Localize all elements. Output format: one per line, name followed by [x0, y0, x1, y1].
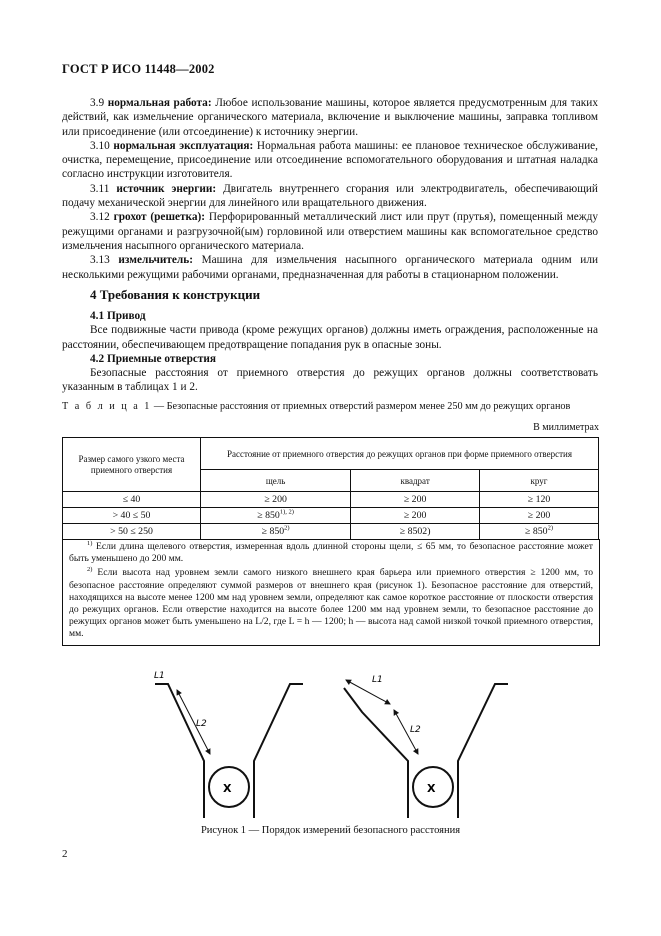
table-cell: ≥ $850^{2)}$ [201, 524, 351, 540]
table-1-units: В миллиметрах [533, 422, 599, 433]
cutter-label-left: X [223, 782, 232, 795]
document-header: ГОСТ Р ИСО 11448—2002 [62, 62, 215, 76]
label-l2-left: L2 [196, 719, 207, 729]
table-row [63, 508, 599, 524]
section-4-body [62, 309, 598, 395]
subsection-4-1-title: 4.1 Привод [90, 310, 146, 322]
table-cell: > 40 ≤ 50 [63, 508, 201, 524]
subsection-4-2-title: 4.2 Приемные отверстия [90, 352, 217, 365]
page-number: 2 [62, 848, 68, 860]
table-cell: ≥ 200 [351, 508, 480, 524]
label-l2-right: L2 [410, 725, 421, 735]
footnote-1: $^{1)}$ Если длина щелевого отверстия, измеренная вдоль длинной стороны щели, ≤ 65 мм, то безопасное расстояние может быть уменьшено до 200 мм. [69, 539, 593, 565]
figure-1-diagram [140, 668, 520, 818]
table-cell: > 50 ≤ 250 [63, 524, 201, 540]
table-header-circle: круг [480, 470, 599, 492]
table-header-size: Размер самого узкого места приемного отверстия [63, 438, 201, 492]
table-cell: ≥ 200 [351, 492, 480, 508]
definition-3-13: 3.13 измельчитель: Машина для измельчения насыпного органического материала одним или несколькими режущими рабочими органами, предназначенная для работы в стационарном положении. [62, 254, 599, 281]
table-cell: ≥ 8502) [351, 524, 480, 540]
subsection-4-2-text: Безопасные расстояния от приемного отверстия до режущих органов должны соответствовать указанным в таблицах 1 и 2. [62, 367, 598, 394]
figure-1-caption: Рисунок 1 — Порядок измерений безопасного расстояния [200, 825, 461, 836]
table-1-footnotes [62, 539, 600, 646]
label-l1-left: L1 [154, 671, 165, 681]
definition-3-9: 3.9 нормальная работа: Любое использование машины, которое является предусмотренным для таких действий, как измельчение органического материала, включение и выключение машины, заправка топливом или присоединение (или отсоединение) к источнику энергии. [62, 97, 598, 138]
table-header-square: квадрат [351, 470, 480, 492]
subsection-4-1-text: Все подвижные части привода (кроме режущих органов) должны иметь ограждения, расположенные на расстоянии, обеспечивающем предотвращение попадания рук в опасные зоны. [62, 324, 598, 351]
hopper-right [344, 684, 508, 818]
table-row [63, 492, 599, 508]
hopper-left [155, 684, 303, 818]
definitions-list [62, 96, 598, 282]
table-cell: ≥ $850^{2)}$ [480, 524, 599, 540]
table-cell: ≥ 120 [480, 492, 599, 508]
definition-3-12: 3.12 грохот (решетка): Перфорированный металлический лист или прут (прутья), помещенный между режущими органами и разгрузочной(ым) горловиной или отверстием машины как вспомогательное средство измельчения насыпного органического материала. [62, 211, 598, 252]
section-4-title: 4 Требования к конструкции [90, 287, 261, 302]
table-header-slot: щель [201, 470, 351, 492]
cutter-label-right: X [427, 782, 436, 795]
table-cell: ≤ 40 [63, 492, 201, 508]
table-cell: ≥ $850^{1), 2)}$ [201, 508, 351, 524]
table-cell: ≥ 200 [480, 508, 599, 524]
table-row [63, 524, 599, 540]
table-1-caption: Т а б л и ц а 1 — Безопасные расстояния от приемных отверстий размером менее 250 мм до режущих органов [62, 401, 571, 412]
table-cell: ≥ 200 [201, 492, 351, 508]
definition-3-11: 3.11 источник энергии: Двигатель внутреннего сгорания или электродвигатель, обеспечивающий подачу механической энергии для линейного или вращательного движения. [62, 182, 598, 210]
table-header-group: Расстояние от приемного отверстия до режущих органов при форме приемного отверстия [201, 438, 599, 470]
footnote-2: $^{2)}$ Если высота над уровнем земли самого низкого внешнего края барьера или приемного отверстия ≥ 1200 мм, то безопасное расстояние определяют суммой размеров от внешнего края (рисунок 1). Безопасное расстояние для отверстий, находящихся на высоте менее 1200 мм над уровнем земли, определяют как самое короткое расстояние от плоскости отверстия до режущих органов. Если отверстие находится на высоте более 1200 мм над уровнем земли, то безопасное расстояние до режущих органов может быть уменьшено на L/2, где L = h — 1200; h — высота над самой низкой точкой приемного отверстия, мм. [69, 566, 593, 640]
table-1 [62, 437, 599, 540]
label-l1-right: L1 [372, 675, 383, 685]
definition-3-10: 3.10 нормальная эксплуатация: Нормальная работа машины: ее плановое техническое обслуживание, очистка, перемещение, присоединение или отсоединение вспомогательного оборудования и штатная наладка согласно инструкции изготовителя. [62, 139, 599, 181]
